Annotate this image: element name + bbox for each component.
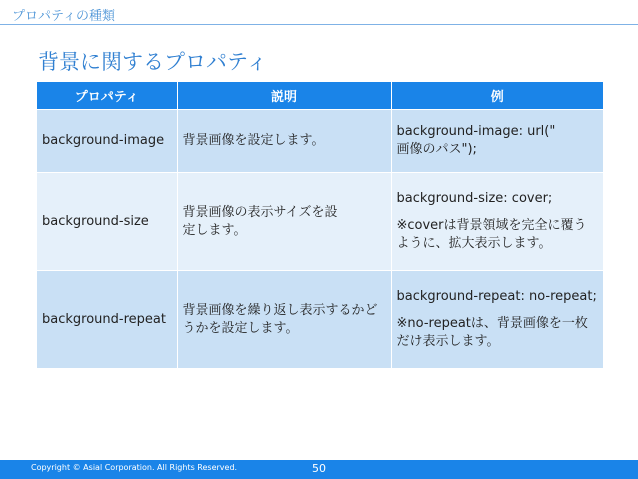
description-line: 定します。: [182, 222, 247, 238]
property-cell: background-image: [37, 110, 177, 173]
header-divider: [0, 24, 638, 25]
header-property: プロパティ: [37, 82, 177, 110]
property-table: [37, 82, 603, 368]
footer-bar: [0, 460, 638, 479]
example-line: 画像のパス");: [396, 142, 477, 157]
table-row: [37, 271, 603, 369]
description-cell: 背景画像を繰り返し表示するかどうかを設定します。: [177, 271, 391, 369]
example-cell: [391, 271, 603, 369]
example-note: ※coverは背景領域を完全に覆うように、拡大表示します。: [396, 218, 587, 251]
description-cell: 背景画像を設定します。: [177, 110, 391, 173]
example-note: ※no-repeatは、背景画像を一枚だけ表示します。: [396, 316, 588, 349]
example-cell: [391, 110, 603, 173]
table-row: [37, 173, 603, 271]
property-cell: background-size: [37, 173, 177, 271]
example-line: background-repeat: no-repeat;: [396, 289, 597, 304]
table-header-row: [37, 82, 603, 110]
description-cell: [177, 173, 391, 271]
description-line: 背景画像の表示サイズを設: [182, 204, 338, 220]
example-line: background-image: url(": [396, 124, 556, 139]
section-label: プロパティの種類: [12, 9, 115, 24]
example-line: background-size: cover;: [396, 191, 553, 206]
header-description: 説明: [177, 82, 391, 110]
header-example: 例: [391, 82, 603, 110]
example-cell: [391, 173, 603, 271]
property-cell: background-repeat: [37, 271, 177, 369]
page-number: 50: [312, 462, 326, 475]
table-row: [37, 110, 603, 173]
slide-title: 背景に関するプロパティ: [38, 50, 268, 74]
copyright-text: Copyright © Asial Corporation. All Rights Reserved.: [31, 463, 238, 472]
